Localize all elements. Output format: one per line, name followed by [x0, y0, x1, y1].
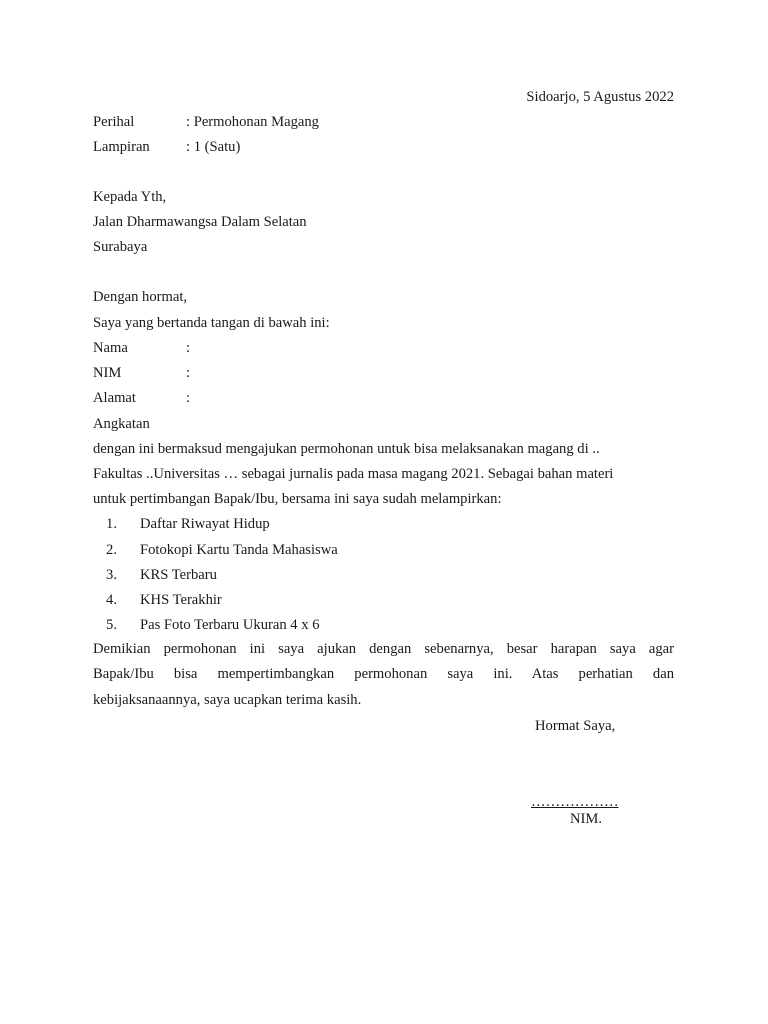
- attachment-text: Fotokopi Kartu Tanda Mahasiswa: [140, 542, 338, 558]
- closing-paragraph: [93, 637, 674, 713]
- signature-name-placeholder: ………………: [531, 794, 619, 810]
- attachment-text: Pas Foto Terbaru Ukuran 4 x 6: [140, 617, 320, 633]
- purpose-line-2: Fakultas ..Universitas … sebagai jurnalis pada masa magang 2021. Sebagai bahan materi: [93, 466, 614, 482]
- attachment-item: [93, 541, 338, 559]
- lampiran-label: Lampiran: [93, 139, 150, 155]
- closing-line-2: Bapak/Ibu bisa mempertimbangkan permohonan saya ini. Atas perhatian dan: [93, 666, 674, 683]
- perihal-value: : Permohonan Magang: [186, 114, 319, 130]
- signature-nim: NIM.: [570, 811, 603, 827]
- purpose-line-1: dengan ini bermaksud mengajukan permohonan untuk bisa melaksanakan magang di ..: [93, 441, 600, 457]
- field-label: NIM: [93, 365, 122, 381]
- closing-line-3: kebijaksanaannya, saya ucapkan terima kasih.: [93, 691, 362, 708]
- lampiran-row: [93, 138, 240, 156]
- attachment-item: [93, 591, 222, 609]
- field-label: Alamat: [93, 390, 136, 406]
- attachment-number: 5.: [106, 617, 117, 633]
- perihal-row: [93, 113, 319, 131]
- attachment-number: 2.: [106, 542, 117, 558]
- field-nim: [93, 364, 190, 382]
- attachment-text: KRS Terbaru: [140, 567, 217, 583]
- field-alamat: [93, 389, 190, 407]
- attachment-text: KHS Terakhir: [140, 592, 222, 608]
- perihal-label: Perihal: [93, 114, 135, 130]
- attachment-number: 3.: [106, 567, 117, 583]
- lampiran-value: : 1 (Satu): [186, 139, 241, 155]
- field-label: Angkatan: [93, 416, 150, 432]
- field-colon: :: [186, 365, 191, 381]
- recipient-line-1: Kepada Yth,: [93, 189, 167, 205]
- recipient-line-2: Jalan Dharmawangsa Dalam Selatan: [93, 214, 307, 230]
- attachment-number: 1.: [106, 516, 117, 532]
- field-label: Nama: [93, 340, 128, 356]
- greeting: Dengan hormat,: [93, 289, 188, 305]
- intro-line: Saya yang bertanda tangan di bawah ini:: [93, 315, 330, 331]
- closing-line-1: Demikian permohonan ini saya ajukan dengan sebenarnya, besar harapan saya agar: [93, 641, 674, 657]
- attachment-item: [93, 616, 320, 634]
- attachment-item: [93, 515, 270, 533]
- date-line: Sidoarjo, 5 Agustus 2022: [526, 89, 674, 105]
- attachment-item: [93, 566, 217, 584]
- attachment-number: 4.: [106, 592, 117, 608]
- signature-salutation: Hormat Saya,: [535, 718, 616, 734]
- attachment-text: Daftar Riwayat Hidup: [140, 516, 270, 532]
- field-colon: :: [186, 390, 191, 406]
- purpose-line-3: untuk pertimbangan Bapak/Ibu, bersama ini saya sudah melampirkan:: [93, 491, 502, 507]
- field-colon: :: [186, 340, 191, 356]
- field-angkatan: [93, 415, 186, 433]
- recipient-line-3: Surabaya: [93, 239, 148, 255]
- field-nama: [93, 339, 190, 357]
